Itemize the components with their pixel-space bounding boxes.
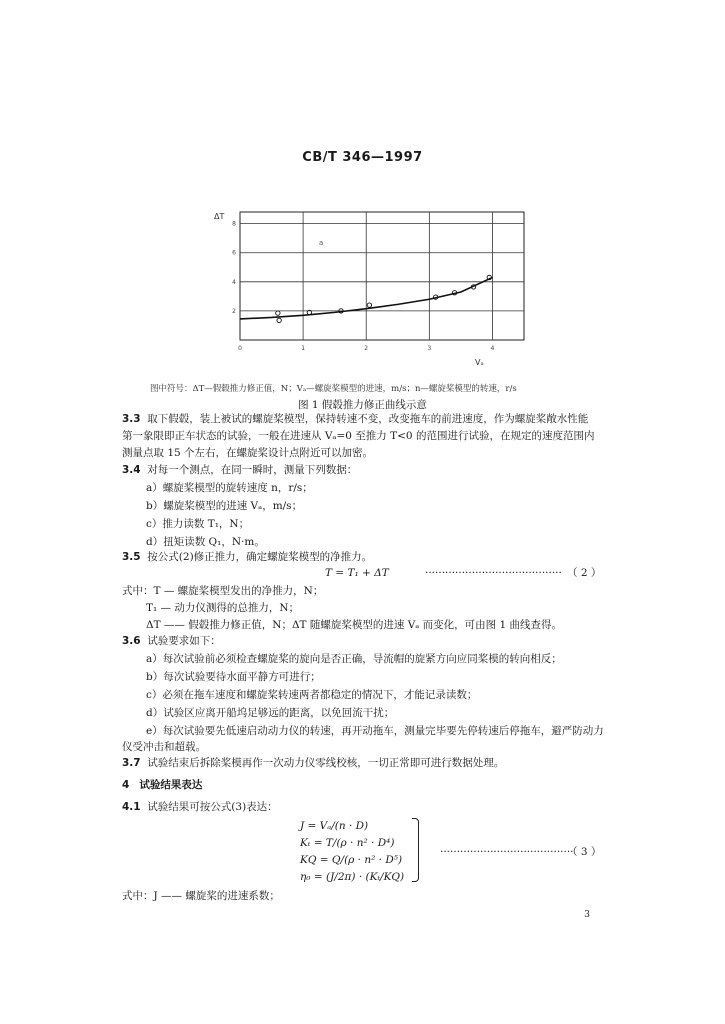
- section-number: 4: [122, 779, 130, 791]
- list-item: d）试验区应离开船坞足够远的距离，以免回流干扰；: [146, 707, 395, 719]
- list-item: b）螺旋桨模型的进速 Vₐ，m/s；: [146, 500, 303, 512]
- list-item-continuation: 仪受冲击和超载。: [122, 741, 206, 753]
- data-point: [367, 303, 371, 307]
- equation-number-2: （ 2 ）: [567, 567, 602, 579]
- y-tick-label: 4: [232, 278, 236, 286]
- formula-3-line2: Kₜ = T/(ρ · n² · D⁴): [300, 837, 395, 849]
- chart-ylabel: ΔT: [214, 212, 225, 221]
- paragraph-text: 试验结束后拆除桨模再作一次动力仪零线校核，一切正常即可进行数据处理。: [147, 757, 505, 769]
- data-point: [277, 318, 281, 322]
- equation-leader-dots: ········································: [440, 846, 574, 858]
- list-item: b）每次试验要待水面平静方可进行；: [146, 671, 321, 683]
- where-clause-2: T₁ — 动力仪测得的总推力，N；: [146, 602, 300, 614]
- section-4-heading: [122, 777, 202, 793]
- section-3-5-intro: [122, 549, 372, 565]
- list-item: a）螺旋桨模型的旋转速度 n，r/s；: [146, 482, 313, 494]
- chart-annotation: a: [319, 239, 324, 247]
- formula-3-line3: KQ = Q/(ρ · n² · D⁵): [300, 854, 403, 866]
- section-number: 3.7: [122, 757, 141, 769]
- y-tick-label: 2: [232, 307, 236, 315]
- section-3-4-intro: [122, 462, 357, 478]
- paragraph-text: 试验要求如下：: [147, 635, 221, 647]
- x-tick-label: 1: [301, 345, 306, 352]
- section-number: 3.5: [122, 551, 141, 563]
- section-3-3-line3: 测量点取 15 个左右，在螺旋桨设计点附近可以加密。: [122, 447, 374, 459]
- equation-leader-dots: ·········································: [425, 567, 562, 579]
- paragraph-text: 对每一个测点，在同一瞬时，测量下列数据：: [147, 464, 358, 476]
- section-number: 3.4: [122, 464, 141, 476]
- x-tick-label: 2: [364, 345, 369, 352]
- section-3-6-intro: [122, 633, 221, 649]
- y-tick-label: 8: [232, 220, 236, 228]
- list-item: e）每次试验要先低速启动动力仪的转速，再开动拖车，测量完毕要先停转速后停拖车，避严防动力: [146, 725, 604, 737]
- standard-code-header: CB/T 346—1997: [302, 150, 423, 165]
- section-number: 3.6: [122, 635, 141, 647]
- list-item: d）扭矩读数 Q₁，N·m。: [146, 536, 265, 548]
- formula-2: T = T₁ + ΔT: [325, 567, 389, 579]
- section-3-3-line1: [122, 411, 588, 427]
- paragraph-text: 按公式(2)修正推力，确定螺旋桨模型的净推力。: [147, 551, 373, 563]
- page-number: 3: [584, 910, 590, 920]
- where-clause-1: 式中：T — 螺旋桨模型发出的净推力，N；: [122, 585, 324, 597]
- section-title: 试验结果表达: [139, 779, 203, 791]
- figure-legend-note: 图中符号：ΔT—假毂推力修正值，N；Vₐ—螺旋桨模型的进速，m/s；n—螺旋桨模型的转速，r/s: [150, 384, 517, 394]
- section-3-3-line2: 第一象限即正车状态的试验，一般在进速从 Vₐ=0 至推力 T<0 的范围进行试验，在规定的速度范围内: [122, 430, 595, 442]
- thrust-correction-chart: [212, 200, 532, 380]
- x-tick-label: 3: [427, 345, 432, 352]
- paragraph-text: 取下假毂，装上被试的螺旋桨模型，保持转速不变，改变拖车的前进速度，作为螺旋桨敞水性能: [147, 413, 589, 425]
- list-item: c）推力读数 T₁，N；: [146, 518, 250, 530]
- section-4-1-intro: [122, 799, 278, 815]
- x-tick-label: 4: [490, 345, 495, 352]
- formula-3-line1: J = Vₐ/(n · D): [300, 820, 369, 832]
- figure-caption: 图 1 假毂推力修正曲线示意: [298, 399, 427, 411]
- chart-frame: [240, 212, 524, 340]
- formula-3-line4: η₀ = (J/2π) · (Kₜ/KQ): [300, 871, 405, 883]
- y-tick-label: 6: [232, 249, 236, 257]
- where-clause-3: ΔT —— 假毂推力修正值，N；ΔT 随螺旋桨模型的进速 Vₐ 而变化，可由图 1 曲线查得。: [146, 619, 563, 631]
- section-3-7: [122, 755, 504, 771]
- x-tick-label: 0: [238, 345, 242, 352]
- where-clause-j: 式中：J —— 螺旋桨的进速系数；: [122, 890, 280, 902]
- list-item: a）每次试验前必须检查螺旋桨的旋向是否正确，导流帽的旋紧方向应同桨模的转向相反；: [146, 653, 562, 665]
- formula-brace: [412, 818, 419, 882]
- section-number: 3.3: [122, 413, 141, 425]
- equation-number-3: （ 3 ）: [567, 846, 602, 858]
- paragraph-text: 试验结果可按公式(3)表达：: [147, 801, 278, 813]
- list-item: c）必须在拖车速度和螺旋桨转速两者都稳定的情况下，才能记录读数；: [146, 689, 478, 701]
- section-number: 4.1: [122, 801, 141, 813]
- data-point: [276, 311, 280, 315]
- chart-xlabel: Vₐ: [475, 358, 484, 367]
